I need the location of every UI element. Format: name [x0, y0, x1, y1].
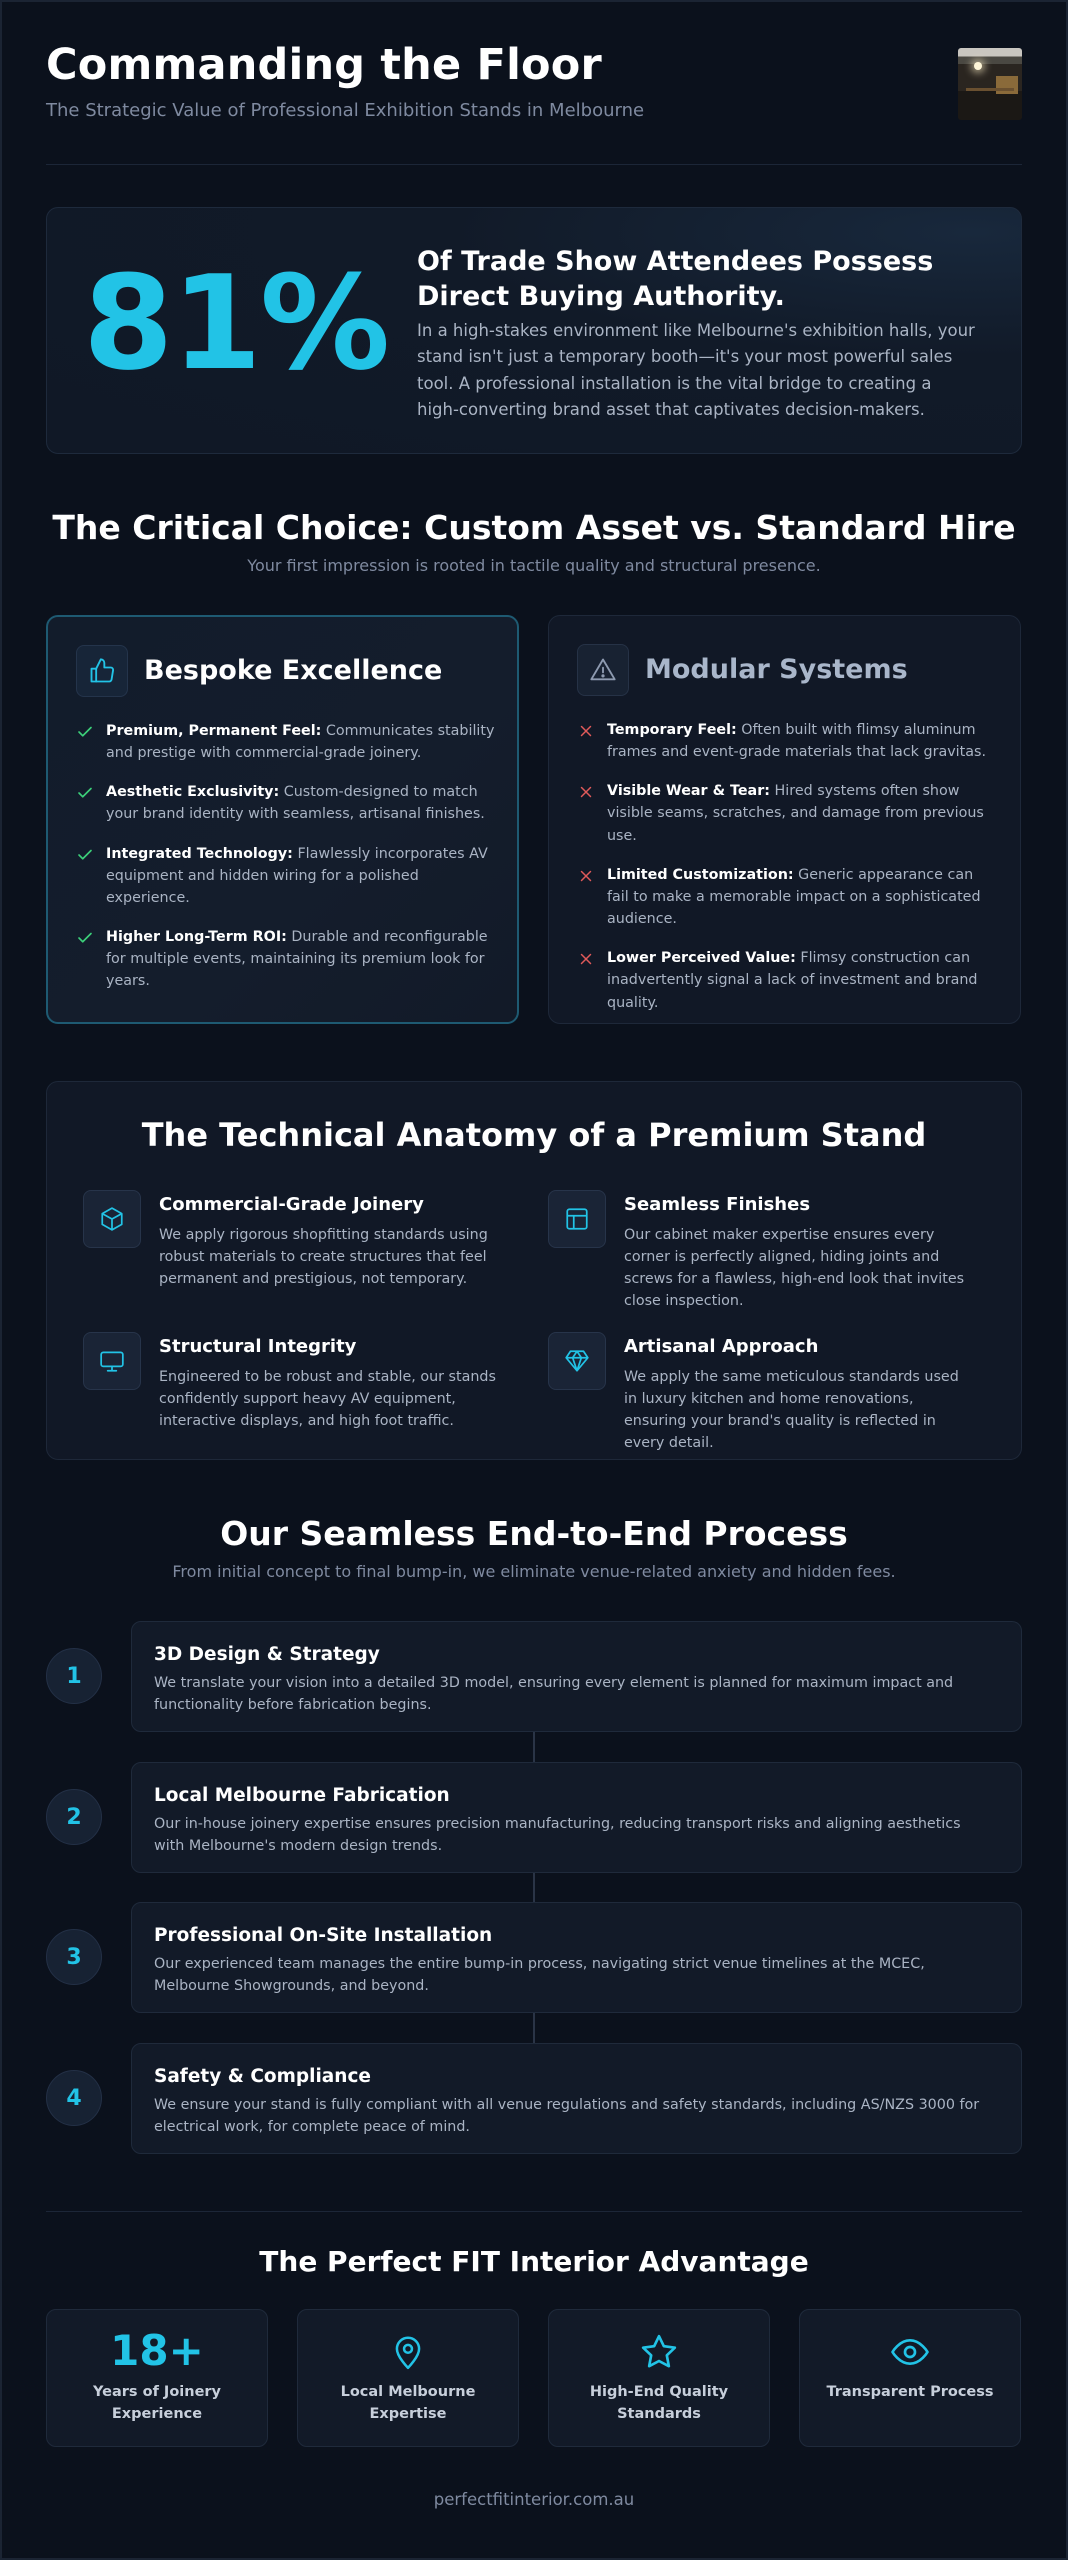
- process-step-card: [131, 1762, 1022, 1873]
- check-icon: [76, 784, 94, 802]
- process-section-subtitle: From initial concept to final bump-in, we eliminate venue-related anxiety and hidden fees.: [172, 1562, 896, 1581]
- step-text: Our experienced team manages the entire bump-in process, navigating strict venue timelines at the MCEC, Melbourne Showgrounds, and beyond.: [154, 1956, 925, 1995]
- advantage-label: Years of Joinery Experience: [92, 2384, 222, 2422]
- page-title: Commanding the Floor: [46, 40, 602, 90]
- step-number-badge: 4: [46, 2070, 102, 2126]
- advantage-card-local: [297, 2309, 519, 2447]
- page-header: [46, 40, 1022, 121]
- step-number-badge: 3: [46, 1929, 102, 1985]
- warning-icon: [577, 644, 629, 696]
- check-icon: [76, 723, 94, 741]
- step-number-badge: 2: [46, 1789, 102, 1845]
- step-text: We ensure your stand is fully compliant with all venue regulations and safety standards, including AS/NZS 3000 for electrical work, for complete peace of mind.: [154, 2097, 980, 2136]
- feature-text: Our cabinet maker expertise ensures every corner is perfectly aligned, hiding joints and screws for a flawless, high-end look that invites close inspection.: [624, 1227, 965, 1310]
- bespoke-excellence-card: [46, 615, 519, 1024]
- bespoke-benefit-list: [76, 720, 496, 1010]
- bespoke-card-title: Bespoke Excellence: [144, 655, 443, 686]
- monitor-icon: [83, 1332, 141, 1390]
- x-icon: [577, 783, 595, 801]
- check-icon: [76, 929, 94, 947]
- step-text: We translate your vision into a detailed 3D model, ensuring every element is planned for maximum impact and functionality before fabrication begins.: [154, 1675, 954, 1714]
- cube-icon: [83, 1190, 141, 1248]
- list-item: Temporary Feel: Often built with flimsy aluminum frames and event-grade materials that lack gravitas.: [577, 719, 997, 763]
- years-experience-value: 18+: [110, 2326, 204, 2375]
- step-title: Local Melbourne Fabrication: [154, 1785, 450, 1806]
- gem-icon: [548, 1332, 606, 1390]
- process-section-title: Our Seamless End-to-End Process: [220, 1514, 848, 1553]
- advantage-card-transparency: [799, 2309, 1021, 2447]
- process-step-card: [131, 1902, 1022, 2013]
- choice-section-subtitle: Your first impression is rooted in tactile quality and structural presence.: [247, 556, 821, 575]
- step-title: Safety & Compliance: [154, 2066, 371, 2087]
- step-title: 3D Design & Strategy: [154, 1644, 380, 1665]
- layout-icon: [548, 1190, 606, 1248]
- list-item: Premium, Permanent Feel: Communicates stability and prestige with commercial-grade joinery.: [76, 720, 496, 764]
- list-item: Visible Wear & Tear: Hired systems often show visible seams, scratches, and damage from previous use.: [577, 780, 997, 846]
- feature-title: Structural Integrity: [159, 1336, 357, 1357]
- list-item: Limited Customization: Generic appearance can fail to make a memorable impact on a sophisticated audience.: [577, 864, 997, 930]
- feature-text: Engineered to be robust and stable, our stands confidently support heavy AV equipment, interactive displays, and high foot traffic.: [159, 1369, 496, 1430]
- choice-section-title: The Critical Choice: Custom Asset vs. Standard Hire: [52, 508, 1016, 547]
- hero-stat-title: Of Trade Show Attendees Possess Direct Buying Authority.: [417, 246, 934, 313]
- feature-text: We apply rigorous shopfitting standards using robust materials to create structures that feel permanent and prestigious, not temporary.: [159, 1227, 488, 1288]
- feature-title: Seamless Finishes: [624, 1194, 811, 1215]
- process-step-card: [131, 1621, 1022, 1732]
- feature-text: We apply the same meticulous standards used in luxury kitchen and home renovations, ensuring your brand's quality is reflected in every detail.: [624, 1369, 959, 1452]
- anatomy-title: The Technical Anatomy of a Premium Stand: [141, 1116, 927, 1154]
- header-divider: [46, 164, 1022, 165]
- eye-icon: [800, 2330, 1020, 2374]
- x-icon: [577, 867, 595, 885]
- step-number-badge: 1: [46, 1648, 102, 1704]
- feature-title: Artisanal Approach: [624, 1336, 819, 1357]
- list-item: Aesthetic Exclusivity: Custom-designed to match your brand identity with seamless, artisanal finishes.: [76, 781, 496, 825]
- showroom-thumbnail-image: [958, 48, 1022, 120]
- hero-stat-value: 81%: [83, 247, 389, 399]
- advantage-label: Local Melbourne Expertise: [340, 2384, 476, 2422]
- list-item: Lower Perceived Value: Flimsy construction can inadvertently signal a lack of investment and brand quality.: [577, 947, 997, 1013]
- advantage-section-title: The Perfect FIT Interior Advantage: [259, 2245, 809, 2278]
- feature-title: Commercial-Grade Joinery: [159, 1194, 424, 1215]
- advantage-divider: [46, 2211, 1022, 2212]
- process-step-card: [131, 2043, 1022, 2154]
- map-pin-icon: [298, 2330, 518, 2374]
- thumbs-up-icon: [76, 645, 128, 697]
- list-item: Higher Long-Term ROI: Durable and reconfigurable for multiple events, maintaining its premium look for years.: [76, 926, 496, 992]
- modular-systems-card: [548, 615, 1021, 1024]
- x-icon: [577, 950, 595, 968]
- advantage-card-experience: [46, 2309, 268, 2447]
- star-icon: [549, 2330, 769, 2374]
- page-subtitle: The Strategic Value of Professional Exhibition Stands in Melbourne: [46, 100, 645, 121]
- advantage-label: Transparent Process: [826, 2384, 994, 2400]
- footer-website-link[interactable]: perfectfitinterior.com.au: [433, 2490, 635, 2509]
- hero-stat-text: In a high-stakes environment like Melbourne's exhibition halls, your stand isn't just a temporary booth—it's your most powerful sales tool. A professional installation is the vital bridge to creating a high-converting brand asset that captivates decision-makers.: [417, 321, 975, 420]
- check-icon: [76, 846, 94, 864]
- hero-stat-card: [46, 207, 1022, 454]
- advantage-label: High-End Quality Standards: [589, 2384, 729, 2422]
- list-item: Integrated Technology: Flawlessly incorporates AV equipment and hidden wiring for a polished experience.: [76, 843, 496, 909]
- step-title: Professional On-Site Installation: [154, 1925, 493, 1946]
- modular-card-title: Modular Systems: [645, 654, 908, 685]
- advantage-card-quality: [548, 2309, 770, 2447]
- technical-anatomy-section: [46, 1081, 1022, 1460]
- step-text: Our in-house joinery expertise ensures precision manufacturing, reducing transport risks and aligning aesthetics with Melbourne's modern design trends.: [154, 1816, 961, 1855]
- modular-drawback-list: [577, 719, 997, 1031]
- x-icon: [577, 722, 595, 740]
